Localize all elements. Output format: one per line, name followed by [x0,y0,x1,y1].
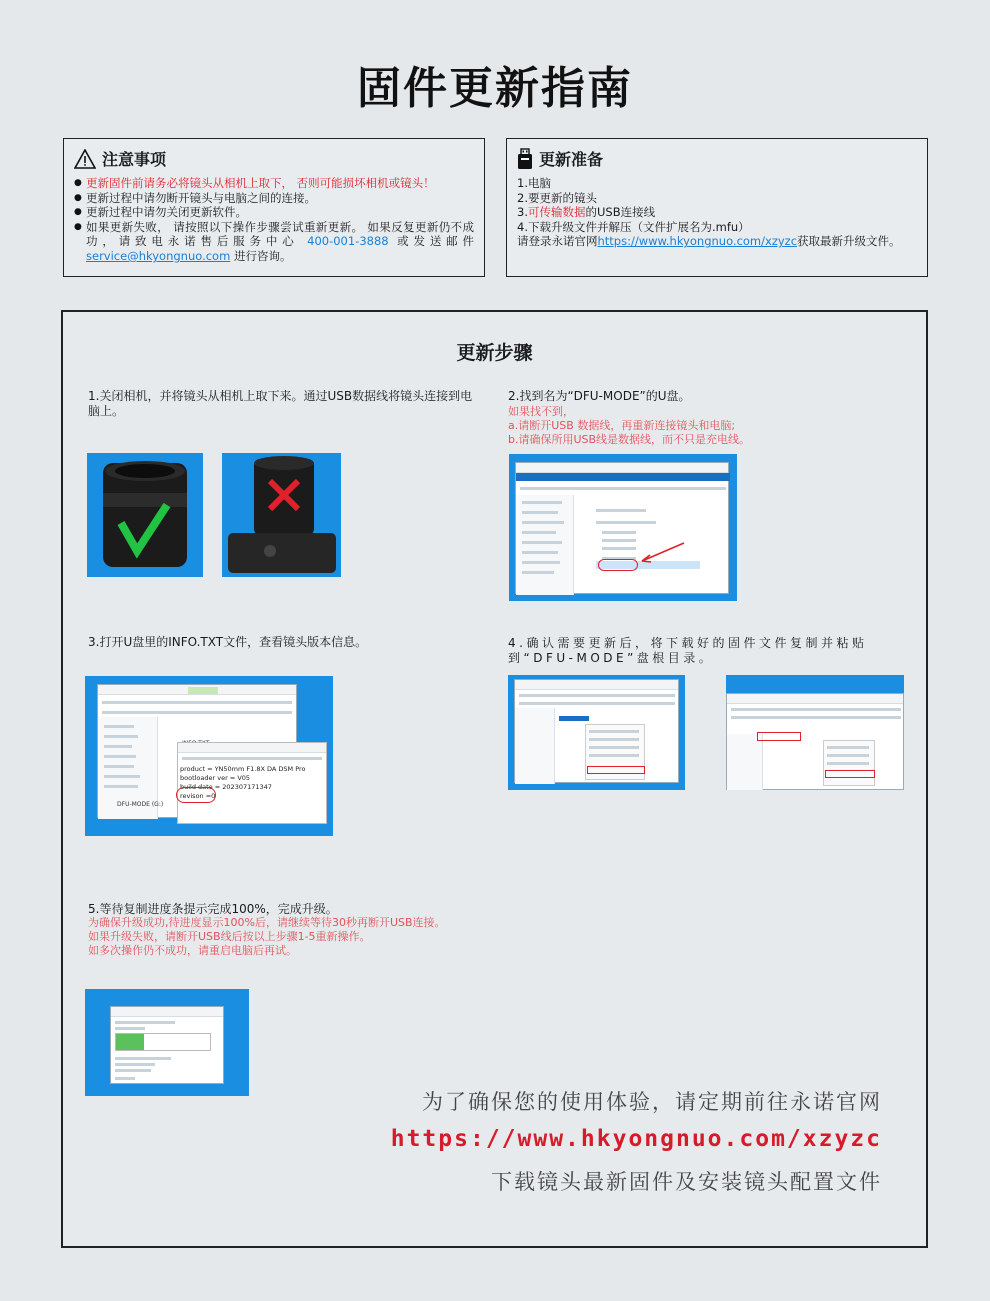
email-link[interactable]: service@hkyongnuo.com [86,248,231,263]
notice-item-2: ● 更新过程中请勿断开镜头与电脑之间的连接。 [74,191,474,206]
lens-correct-image [87,453,203,577]
prep-box [506,138,928,277]
step-2-sub-2: a.请断开USB 数据线，再重新连接镜头和电脑; [508,419,736,432]
info-line-2: bootloader ver = V05 [180,774,251,782]
lens-correct-photo [87,453,203,577]
step-2-sub-3: b.请确保所用USB线是数据线，而不只是充电线。 [508,433,751,446]
prep-item-4: 4.下载升级文件并解压（文件扩展名为.mfu） [517,219,750,234]
step-5-sub-2: 如果升级失败，请断开USB线后按以上步骤1-5重新操作。 [88,930,371,943]
prep-heading-text: 更新准备 [539,150,604,169]
step-4-text: 4.确认需要更新后，将下载好的固件文件复制并粘贴到“DFU-MODE”盘根目录。 [508,636,868,665]
copy-screenshot [508,675,685,790]
notice-item-4-prefix: 如果更新失败， 请按照以下操作步骤尝试重新更新。 如果反复更新仍不成功，请致电永诺售后服务中心 [86,219,474,249]
drive-label: DFU-MODE (G:) [117,801,164,808]
prep-item-3 [517,205,917,220]
step-5-text: 5.等待复制进度条提示完成100%，完成升级。 [88,902,338,916]
promo-url-link[interactable]: https://www.hkyongnuo.com/xzyzc [390,1126,882,1152]
promo-line-3: 下载镜头最新固件及安装镜头配置文件 [491,1170,882,1194]
progress-screenshot [85,989,249,1096]
step-2-sub-1: 如果找不到， [508,405,574,418]
prep-list [517,176,917,249]
notice-heading [74,147,474,170]
download-link[interactable]: https://www.hkyongnuo.com/xzyzc [597,234,798,249]
info-line-1: product = YN50mm F1.8X DA DSM Pro [180,765,306,773]
arrow-pointer-icon [636,541,686,565]
step-5-sub-3: 如多次操作仍不成功，请重启电脑后再试。 [88,944,297,957]
prep-item-3-suffix: 的USB连接线 [585,205,656,220]
notice-item-4-suffix: 进行咨询。 [233,248,292,263]
notice-box [63,138,485,277]
lens-on-camera-photo [222,453,341,577]
prep-heading [517,147,917,170]
page-title: 固件更新指南 [357,63,633,114]
usb-drive-icon [517,148,533,170]
info-txt-screenshot [85,676,333,836]
prep-item-5-prefix: 请登录永诺官网 [517,234,598,249]
prep-item-5-suffix: 获取最新升级文件。 [797,234,901,249]
prep-item-1: 1.电脑 [517,176,551,190]
info-line-3: build date = 202307171347 [180,783,272,791]
notice-item-1: ● 更新固件前请务必将镜头从相机上取下， 否则可能损坏相机或镜头！ [74,176,474,191]
step-2-text: 2.找到名为“DFU-MODE”的U盘。 [508,389,691,403]
notice-item-4 [74,220,474,264]
step-3-text: 3.打开U盘里的INFO.TXT文件，查看镜头版本信息。 [88,635,368,649]
phone-number: 400-001-3888 [307,234,389,249]
prep-item-2: 2.要更新的镜头 [517,190,597,205]
prep-item-3-highlight: 可传输数据 [527,205,586,220]
notice-item-4-mid: 或发送邮件 [397,234,475,249]
info-line-4: revison =0 [180,792,216,800]
paste-screenshot [726,675,904,790]
promo-line-1: 为了确保您的使用体验，请定期前往永诺官网 [422,1090,882,1114]
prep-item-3-prefix: 3. [517,205,528,220]
explorer-screenshot-step2 [509,454,737,601]
warning-icon [74,149,96,169]
step-5-sub-1: 为确保升级成功,待进度显示100%后，请继续等待30秒再断开USB连接。 [88,916,446,929]
lens-wrong-image [222,453,341,577]
notice-list [74,176,474,264]
prep-item-5 [517,234,917,249]
notice-item-3: ● 更新过程中请勿关闭更新软件。 [74,205,474,220]
copy-progress-bar [116,1034,144,1050]
notice-heading-text: 注意事项 [102,150,167,169]
step-1-text: 1.关闭相机，并将镜头从相机上取下来。通过USB数据线将镜头连接到电脑上。 [88,389,473,418]
steps-heading: 更新步骤 [456,342,533,364]
